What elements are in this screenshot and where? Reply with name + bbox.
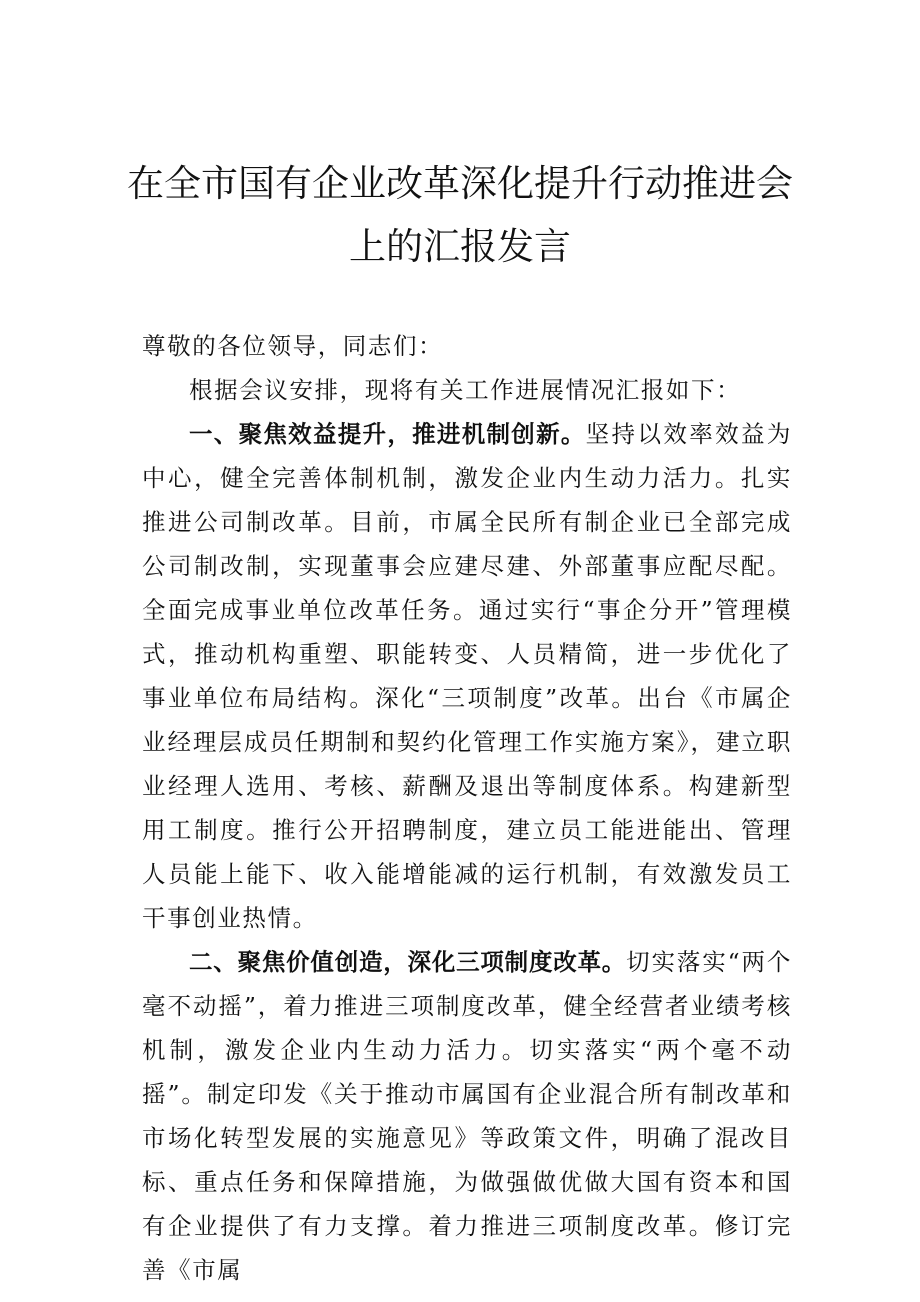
salutation: 尊敬的各位领导，同志们： bbox=[142, 332, 444, 360]
section-2-body: 切实落实“两个毫不动摇”，着力推进三项制度改革，健全经营者业绩考核机制，激发企业内生动力活力。切实落实“两个毫不动摇”。制定印发《关于推动市属国有企业混合所有制改革和市场化转型发展的实施意见》等政策文件，明确了混改目标、重点任务和保障措施，为做强做优做大国有资本和国有企业提供了有力支撑。着力推进三项制度改革。修订完善《市属 bbox=[142, 948, 793, 1284]
intro-paragraph: 根据会议安排，现将有关工作进展情况汇报如下： bbox=[189, 376, 742, 404]
section-2-heading: 二、聚焦价值创造，深化三项制度改革。 bbox=[189, 948, 627, 976]
section-2-paragraph bbox=[142, 940, 792, 1292]
document-title-line-1: 在全市国有企业改革深化提升行动推进会 bbox=[127, 162, 793, 205]
section-1-paragraph bbox=[142, 412, 792, 940]
section-1-heading: 一、聚焦效益提升，推进机制创新。 bbox=[189, 420, 586, 448]
document-body bbox=[142, 324, 792, 1292]
document-title-line-2: 上的汇报发言 bbox=[349, 225, 571, 268]
section-1-body: 坚持以效率效益为中心，健全完善体制机制，激发企业内生动力活力。扎实推进公司制改革。目前，市属全民所有制企业已全部完成公司制改制，实现董事会应建尽建、外部董事应配尽配。全面完成事业单位改革任务。通过实行“事企分开”管理模式，推动机构重塑、职能转变、人员精简，进一步优化了事业单位布局结构。深化“三项制度”改革。出台《市属企业经理层成员任期制和契约化管理工作实施方案》，建立职业经理人选用、考核、薪酬及退出等制度体系。构建新型用工制度。推行公开招聘制度，建立员工能进能出、管理人员能上能下、收入能增能减的运行机制，有效激发员工干事创业热情。 bbox=[142, 420, 792, 932]
